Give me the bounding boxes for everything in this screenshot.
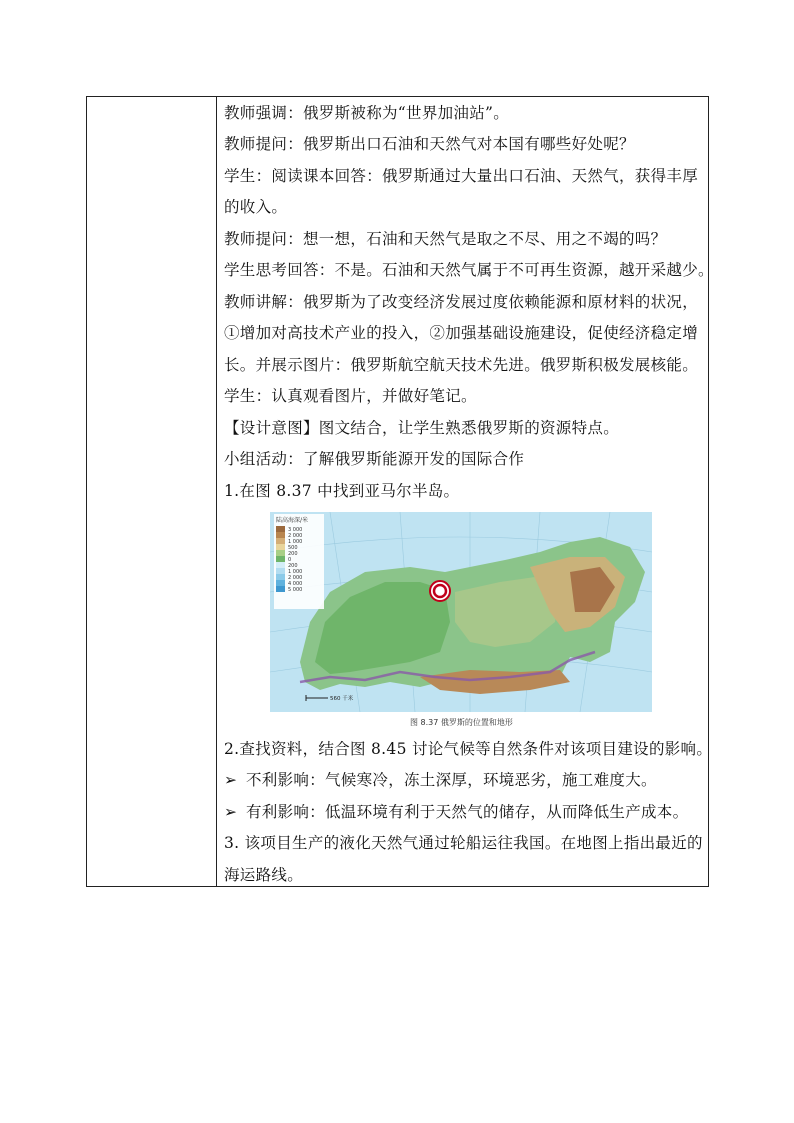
svg-text:3 000: 3 000 [288, 527, 303, 533]
figure-caption: 图 8.37 俄罗斯的位置和地形 [410, 718, 513, 727]
text-line: 教师提问：俄罗斯出口石油和天然气对本国有哪些好处呢？ [224, 135, 635, 153]
legend-title: 陆高海深/米 [276, 517, 309, 524]
svg-text:5 000: 5 000 [288, 587, 303, 593]
svg-text:1 000: 1 000 [288, 569, 303, 575]
svg-text:2 000: 2 000 [288, 533, 303, 539]
bullet-line-favorable: ➢ 有利影响：低温环境有利于天然气的储存，从而降低生产成本。 [224, 803, 689, 821]
text-line: 教师提问：想一想，石油和天然气是取之不尽、用之不竭的吗？ [224, 230, 667, 248]
svg-text:200: 200 [288, 551, 298, 557]
text-line: 3. 该项目生产的液化天然气通过轮船运往我国。在地图上指出最近的 [224, 834, 703, 852]
svg-text:0: 0 [288, 557, 292, 563]
text-line: 长。并展示图片：俄罗斯航空航天技术先进。俄罗斯积极发展核能。 [224, 356, 699, 374]
svg-text:1 000: 1 000 [288, 539, 303, 545]
text-line: 学生：阅读课本回答：俄罗斯通过大量出口石油、天然气，获得丰厚 [224, 167, 699, 185]
text-line: 学生：认真观看图片，并做好笔记。 [224, 387, 477, 405]
text-line: 教师讲解：俄罗斯为了改变经济发展过度依赖能源和原材料的状况， [224, 293, 699, 311]
svg-text:500: 500 [288, 545, 298, 551]
text-line: 教师强调：俄罗斯被称为“世界加油站”。 [224, 104, 510, 122]
scale-label: 560 千米 [330, 696, 354, 702]
legend-scale [276, 526, 285, 592]
bullet-arrow-icon: ➢ [224, 803, 238, 821]
text-line: 1.在图 8.37 中找到亚马尔半岛。 [224, 482, 460, 500]
text-line: 的收入。 [224, 198, 288, 216]
text-line: 2.查找资料，结合图 8.45 讨论气候等自然条件对该项目建设的影响。 [224, 740, 713, 758]
bullet-arrow-icon: ➢ [224, 771, 238, 789]
russia-terrain-map [270, 512, 652, 712]
svg-text:4 000: 4 000 [288, 581, 303, 587]
svg-text:2 000: 2 000 [288, 575, 303, 581]
text-line: 小组活动：了解俄罗斯能源开发的国际合作 [224, 450, 525, 468]
text-line: ①增加对高技术产业的投入，②加强基础设施建设，促使经济稳定增 [224, 324, 699, 342]
text-line: 海运路线。 [224, 866, 304, 884]
column-divider [216, 97, 217, 886]
bullet-line-unfavorable: ➢ 不利影响：气候寒冷，冻土深厚，环境恶劣，施工难度大。 [224, 771, 657, 789]
text-line: 学生思考回答：不是。石油和天然气属于不可再生资源，越开采越少。 [224, 261, 714, 279]
svg-text:200: 200 [288, 563, 298, 569]
map-svg [270, 512, 652, 712]
text-line: 【设计意图】图文结合，让学生熟悉俄罗斯的资源特点。 [224, 419, 620, 437]
